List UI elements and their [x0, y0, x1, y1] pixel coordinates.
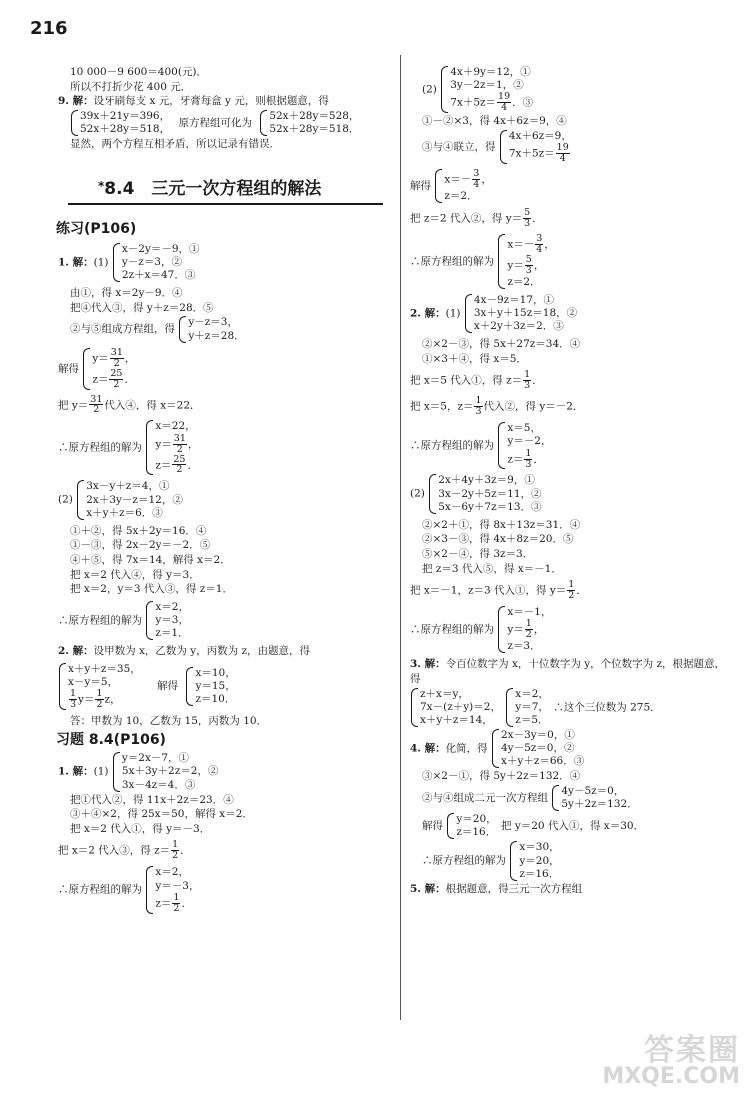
r-substitute: 把 z＝2 代入②，得 y＝ $\frac{5}{3}$ ． — [410, 206, 543, 229]
e1-substitute: 把 x＝2 代入③，得 z＝ $\frac{1}{2}$ ． — [58, 839, 191, 862]
page-number: 216 — [30, 18, 68, 39]
left-column — [58, 64, 398, 919]
practice-heading: 练习(P106) — [56, 221, 137, 238]
right-column — [410, 64, 730, 897]
text-line: ③×2－①，得 5y＋2z＝132．④ — [422, 770, 581, 783]
q2-y: 把 x＝5，z＝ $\frac{1}{3}$ 代入②，得 y＝－2． — [410, 395, 584, 418]
text-line: 把 z＝3 代入⑤，得 x＝－1． — [422, 562, 562, 575]
text-line: ②×3－③，得 4x＋8z＝20．⑤ — [422, 533, 574, 546]
q2b-solution: ∴原方程组的解为 x＝－1， y＝ $\frac{1}{2}$ ， z＝3． — [410, 606, 552, 653]
text-line: ②×2－③，得 5x＋27z＝34．④ — [422, 338, 581, 351]
text-line: ①－②×3，得 4x＋6z＝9，④ — [422, 115, 567, 128]
section-heading: *8.4 三元一次方程组的解法 — [98, 179, 328, 199]
text-line: ①×3＋④，得 x＝5． — [422, 352, 527, 365]
r-solution: ∴原方程组的解为 x＝－ $\frac{3}{4}$ ， y＝ $\frac{5}{3}$ ， z＝2． — [410, 232, 555, 288]
e1-system: 1. 解：(1) y＝2x－7，① 5x＋3y＋2z＝2，② 3x－4z＝4．③ — [58, 752, 219, 791]
text-line: 10 000－9 600＝400(元)． — [70, 66, 208, 78]
text-line: 所以不打折少花 400 元． — [70, 80, 192, 93]
text-line: ⑤×2－④，得 3z＝3． — [422, 548, 534, 561]
text-line: ①＋②，得 5x＋2y＝16．④ — [70, 524, 207, 537]
q2-system: 2. 解：(1) 4x－9z＝17，① 3x＋y＋15z＝18，② x＋2y＋3z＝2．③ — [410, 293, 578, 333]
p1a-substitute: 把 y＝ $\frac{31}{2}$ 代入④，得 x＝22． — [58, 393, 201, 416]
p1a-solution: ∴原方程组的解为 x＝22， y＝ $\frac{31}{2}$ ， z＝ $\frac{25}{2}$ ． — [58, 420, 199, 476]
text-line: 把④代入③，得 y＋z＝28．⑤ — [70, 301, 214, 314]
text-line: 把 x＝2，y＝3 代入③，得 z＝1． — [70, 583, 233, 596]
equation-system: 52x＋28y＝528， 52x＋28y＝518． — [260, 110, 359, 136]
r-system: (2) 4x＋9y＝12，① 3y－2z＝1，② 7x＋5z＝ $\frac{19}{4}$ ．③ — [422, 66, 534, 114]
text-line: ②×2＋①，得 8x＋13z＝31．④ — [422, 518, 581, 531]
text-line: 显然，两个方程互相矛盾，所以记录有错误． — [70, 138, 280, 151]
q3-intro: 3. 解：令百位数字为 x，十位数字为 y，个位数字为 z，根据题意， — [410, 658, 726, 671]
p1b-solution: ∴原方程组的解为 x＝2， y＝3， z＝1． — [58, 600, 189, 640]
text-line: ④＋⑤，得 7x＝14，解得 x＝2． — [70, 554, 231, 566]
p1a-system: 1. 解：(1) x－2y＝－9，① y－z＝3，② 2z＋x＝47．③ — [58, 242, 200, 282]
q2-z: 把 x＝5 代入①，得 z＝ $\frac{1}{3}$ ． — [410, 369, 543, 392]
q2b-y: 把 x＝－1，z＝3 代入①，得 y＝ $\frac{1}{2}$ ． — [410, 579, 587, 602]
q9-intro: 9. 解：设牙刷每支 x 元，牙膏每盒 y 元，则根据题意，得 — [58, 95, 329, 108]
q5-intro: 5. 解：根据题意，得三元一次方程组 — [410, 882, 583, 895]
column-divider — [400, 55, 401, 1020]
r-solve: 解得 x＝－ $\frac{3}{4}$ ， z＝2． — [410, 167, 492, 202]
text-line: 把 x＝2 代入④，得 y＝3． — [70, 568, 200, 581]
equation-system: 39x＋21y＝396， 52x＋28y＝518， — [71, 110, 170, 136]
text-line: ①－③，得 2x－2y＝－2．⑤ — [70, 539, 211, 552]
q4-system: 4. 解：化简，得 2x－3y＝0，① 4y－5z＝0，② x＋y＋z＝66．③ — [410, 728, 585, 768]
p2-system: x＋y＋z＝35， x－y＝5， $\frac{1}{3}$ y＝ $\frac{1}{2}$ z， 解得 x＝10， y＝15， z＝10． — [58, 663, 398, 710]
q2b-system: (2) 2x＋4y＋3z＝9，① 3x－2y＋5z＝11，② 5x－6y＋7z＝13．③ — [410, 474, 542, 513]
p2-answer: 答：甲数为 10，乙数为 15，丙数为 10． — [70, 714, 268, 727]
q2-solution: ∴原方程组的解为 x＝5， y＝－2， z＝ $\frac{1}{3}$ ． — [410, 422, 552, 470]
p1b-system: (2) 3x－y＋z＝4，① 2x＋3y－z＝12，② x＋y＋z＝6．③ — [58, 480, 183, 519]
q4-solve: 解得 y＝20， z＝16． 把 y＝20 代入①，得 x＝30． — [422, 813, 645, 839]
text-line: 得 — [410, 672, 421, 685]
text-line: 把①代入②，得 11x＋2z＝23．④ — [70, 793, 234, 806]
exercise-heading: 习题 8.4(P106) — [56, 731, 166, 748]
text-line: 由①，得 x＝2y－9．④ — [70, 287, 183, 300]
watermark: 答案圈 MXQE.COM — [602, 1033, 740, 1089]
q4-sub: ②与④组成二元一次方程组 4y－5z＝0， 5y＋2z＝132． — [422, 784, 638, 810]
text-line: 把 x＝2 代入①，得 y＝－3． — [70, 822, 211, 835]
r-combine: ③与④联立，得 4x＋6z＝9， 7x＋5z＝ $\frac{19}{4}$ — [422, 129, 572, 164]
text-line: ③＋④×2，得 25x＝50，解得 x＝2． — [70, 808, 253, 821]
p2-intro: 2. 解：设甲数为 x，乙数为 y，丙数为 z，由题意，得 — [58, 645, 311, 658]
e1-solution: ∴原方程组的解为 x＝2， y＝－3， z＝ $\frac{1}{2}$ ． — [58, 866, 200, 914]
q4-solution: ∴原方程组的解为 x＝30， y＝20， z＝16． — [422, 841, 560, 880]
text-line: ②与⑤组成方程组，得 y－z＝3， y＋z＝28． — [70, 316, 245, 342]
q9-systems: 39x＋21y＝396， 52x＋28y＝518， 原方程组可化为 52x＋28y＝528， 52x＋28y＝518． — [70, 110, 398, 136]
p1a-solve: 解得 y＝ $\frac{31}{2}$ ， z＝ $\frac{25}{2}$ ． — [58, 346, 136, 390]
q3-system: z＋x＝y， 7x－(z＋y)＝2， x＋y＋z＝14， x＝2， y＝7， z＝5． ∴这个三位数为 275． — [410, 688, 730, 727]
